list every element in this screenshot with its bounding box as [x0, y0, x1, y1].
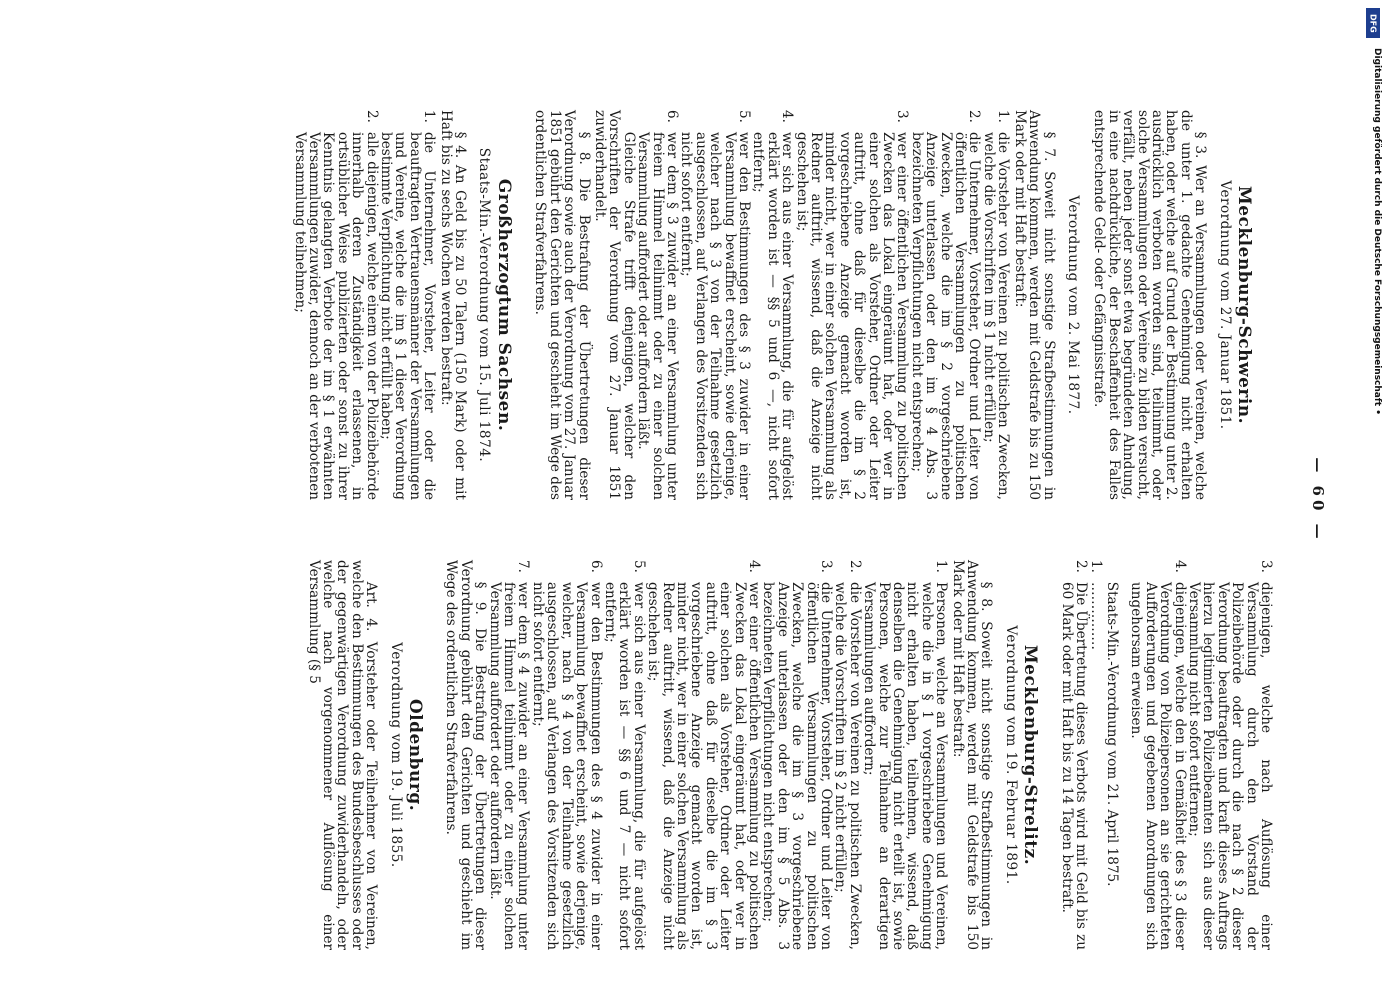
section-title-mecklenburg-schwerin: Mecklenburg-Schwerin.	[1234, 185, 1254, 425]
list-item: 4. wer sich aus einer Versammlung, die für aufgelöst erklärt worden ist — §§ 5 und 6 —, nicht sofort entfernt;	[750, 110, 796, 500]
left-column	[292, 110, 1273, 500]
list-item: 2. alle diejenigen, welche einem von der Polizeibehörde innerhalb deren Zuständigkeit erlassenen, in ortsüblicher Weise publizierten oder sonst zu ihrer Kenntnis gelangten Verbote der im § 1 erwähnten Versammlungen zuwider, dennoch an der verbotenen Versammlung teilnehmen;	[291, 110, 380, 500]
paragraph: § 3. Wer an Versammlungen oder Vereinen, welche die unter 1. gedachte Genehmigung nicht erhalten haben, oder welche auf Grund der Bestimmung unter 2. ausdrücklich verboten worden sind, teilnimmt, oder solche Versammlungen oder Vereine zu bilden versucht, verfällt, neben jeder sonst etwa begründeten Ahndung, in eine nachdrückliche, der Beschaffenheit des Falles entsprechende Geld- oder Gefängnisstrafe.	[1091, 110, 1209, 500]
list-item: 1. ……………	[1087, 560, 1104, 650]
list-item: 2. die Vorsteher von Vereinen zu politischen Zwecken, welche die Vorschriften im § 2 nicht erfüllen;	[832, 560, 863, 950]
list-item: 3. diejenigen, welche nach Auflösung einer Versammlung durch den Vorstand der Polizeibehörde oder durch die nach § 2 dieser Verordnung beauftragten und kraft dieses Auftrags hierzu legitimierten Polizeibeamten sich aus dieser Versammlung nicht sofort entfernen;	[1185, 560, 1274, 950]
dfg-logo: DFG	[1366, 8, 1380, 38]
section-date: Verordnung vom 2. Mai 1877.	[1064, 195, 1081, 415]
list-item: 4. diejenigen, welche den in Gemäßheit des § 3 dieser Verordnung von Polizeipersonen an sie gerichteten Aufforderungen und gegebenen Anordnungen sich ungehorsam erweisen.	[1128, 560, 1188, 950]
section-date: Staats-Min.-Verordnung vom 15. Juli 1874.	[476, 147, 493, 463]
list-item: 1. die Unternehmer, Vorsteher, Leiter oder die beauftragten Vertrauensmänner der Versammlungen und Vereine, welche die im § 1 dieser Verordnung bestimmte Verpflichtung nicht erfüllt haben;	[378, 110, 438, 500]
list-item: 1. Personen, welche an Versammlungen und Vereinen, welche die in § 1 vorgeschriebene Genehmigung nicht erhalten haben, teilnehmen, wissend, daß denselben die Genehmigung nicht erteilt ist, sowie Personen, welche zur Teilnahme an derartigen Versammlungen auffordern;	[861, 560, 950, 950]
list-item: 2. die Unternehmer, Vorsteher, Ordner und Leiter von öffentlichen Versammlungen zu politischen Zwecken, welche die im § 2 vorgeschriebene Anzeige unterlassen oder den im § 4 Abs. 3 bezeichneten Verpflichtungen nicht entsprechen;	[908, 110, 983, 500]
section-date: Staats-Min.-Verordnung vom 21. April 1875.	[1103, 581, 1120, 887]
paragraph: § 7. Soweit nicht sonstige Strafbestimmungen in Anwendung kommen, werden mit Geldstrafe bis zu 150 Mark oder mit Haft bestraft:	[1011, 110, 1057, 500]
digitization-credit: Digitalisierung gefördert durch die Deutsche Forschungsgemeinschaft •	[1372, 48, 1382, 415]
paragraph: § 8. Soweit nicht sonstige Strafbestimmungen in Anwendung kommen, werden mit Geldstrafe bis 150 Mark oder mit Haft bestraft:	[949, 560, 995, 950]
section-title-oldenburg: Oldenburg.	[405, 698, 426, 812]
list-item: 6. wer den Bestimmungen des § 4 zuwider in einer Versammlung bewaffnet erscheint, sowie derjenige, welcher, nach § 4 von der Teilnahme gesetzlich ausgeschlossen, auf Verlangen des Vorsitzenden sich nicht sofort entfernt;	[529, 560, 604, 950]
list-item: 4. wer einer öffentlichen Versammlung zu politischen Zwecken das Lokal eingeräumt hat, oder wer in einer solchen als Vorsteher, Ordner oder Leiter auftritt, ohne daß für dieselbe die im § 3 vorgeschriebene Anzeige gemacht worden ist, minder nicht, wer in einer solchen Versammlung als Redner auftritt, wissend, daß die Anzeige nicht geschehen ist;	[645, 560, 762, 950]
list-item: 3. die Unternehmer, Vorsteher, Ordner und Leiter von öffentlichen Versammlungen zu politischen Zwecken, welche die im § 3 vorgeschriebene Anzeige unterlassen oder den im § 5 Abs. 3 bezeichneten Verpflichtungen nicht entsprechen;	[760, 560, 835, 950]
right-column	[304, 560, 1273, 950]
section-date: Verordnung vom 27. Januar 1851.	[1216, 180, 1233, 430]
page-number: — 60 —	[1309, 457, 1327, 543]
paragraph: § 4. An Geld bis zu 50 Talern (150 Mark) oder mit Haft bis zu sechs Wochen werden bestraft:	[437, 110, 469, 500]
list-item: 1. die Vorsteher von Vereinen zu politischen Zwecken, welche die Vorschriften im § 1 nicht erfüllen;	[980, 110, 1012, 500]
list-item: 7. wer dem § 4 zuwider an einer Versammlung unter freiem Himmel teilnimmt oder zu einer solchen Versammlung auffordert oder auffordern läßt.	[486, 560, 532, 950]
list-item: 3. wer einer öffentlichen Versammlung zu politischen Zwecken das Lokal eingeräumt hat, oder wer in einer solchen als Vorsteher, Ordner oder Leiter auftritt, ohne daß für dieselbe die im § 2 vorgeschriebene Anzeige gemacht worden ist, minder nicht, wer in einer solchen Versammlung als Redner auftritt, wissend, daß die Anzeige nicht geschehen ist;	[793, 110, 911, 500]
list-item: 5. wer den Bestimmungen des § 3 zuwider in einer Versammlung bewaffnet erscheint, sowie derjenige, welcher nach § 3 von der Teilnahme gesetzlich ausgeschlossen, auf Verlangen des Vorsitzenden sich nicht sofort entfernt;	[678, 110, 752, 500]
paragraph: Gleiche Strafe trifft denjenigen, welcher den Vorschriften der Verordnung vom 27. Januar 1851 zuwiderhandelt.	[591, 110, 637, 500]
list-item: 6. wer dem § 3 zuwider an einer Versammlung unter freiem Himmel teilnimmt oder zu einer solchen Versammlung auffordert oder auffordern läßt.	[635, 110, 680, 500]
paragraph: Art. 4. Vorsteher oder Teilnehmer von Vereinen, welche den Bestimmungen des Bundesbeschlusses oder der gegenwärtigen Verordnung zuwiderhandeln, oder welche nach vorgenommener Auflösung einer Versammlung (§ 5	[305, 560, 380, 950]
section-title-mecklenburg-strelitz: Mecklenburg-Strelitz.	[1020, 644, 1041, 866]
section-date: Verordnung vom 19. Februar 1891.	[1002, 625, 1019, 885]
paragraph: § 8. Die Bestrafung der Übertretungen dieser Verordnung sowie auch der Verordnung vom 27. Januar 1851 gebührt den Gerichten und geschieht im Wege des ordentlichen Strafverfahrens.	[532, 110, 592, 500]
list-item: 5. wer sich aus einer Versammlung, die für aufgelöst erklärt worden ist — §§ 6 und 7 — nicht sofort entfernt;	[601, 560, 647, 950]
section-title-sachsen: Großherzogtum Sachsen.	[493, 178, 514, 432]
paragraph: § 9. Die Bestrafung der Übertretungen dieser Verordnung gebührt den Gerichten und geschieht im Wege des ordentlichen Strafverfahrens.	[443, 560, 489, 950]
list-item: 2. Die Übertretung dieses Verbots wird mit Geld bis zu 60 Mark oder mit Haft bis zu 14 Tagen bestraft.	[1058, 560, 1090, 950]
section-date: Verordnung vom 19. Juli 1855.	[387, 642, 404, 868]
